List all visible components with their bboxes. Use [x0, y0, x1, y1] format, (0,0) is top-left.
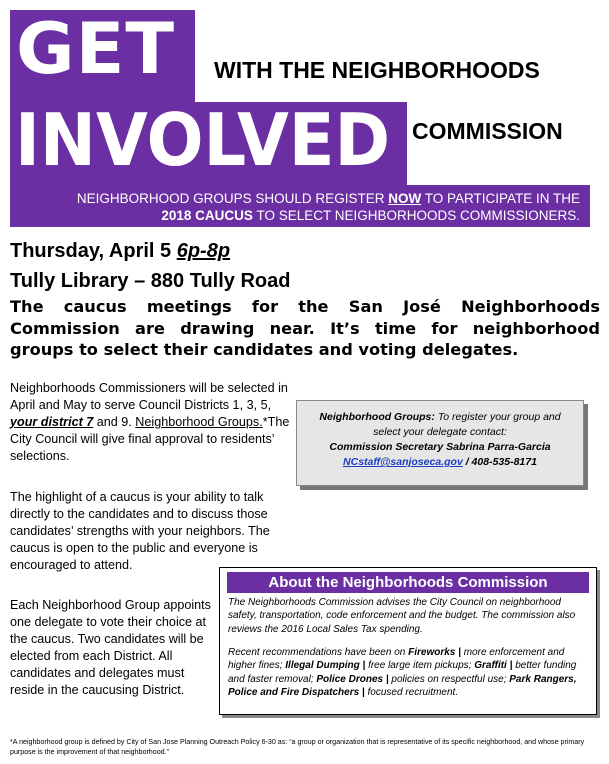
footnote: *A neighborhood group is defined by City of San Jose Planning Outreach Policy 6-30 as: “a group or organization that is representative of its specific neighborhood, and whose primary purpose is the improvement of that neighborhood.”	[10, 738, 585, 756]
body-paragraph-2: The highlight of a caucus is your ability to talk directly to the candidates and to discuss those candidates’ strengths with your neighbors. The caucus is open to the public and everyone is encouraged to attend.	[10, 490, 270, 572]
secretary-name: Commission Secretary Sabrina Parra-Garcia	[329, 441, 551, 453]
about-paragraph-2: Recent recommendations have been on Fireworks | more enforcement and higher fines; Illegal Dumping | free large item pickups; Graffiti | better funding and faster removal; Police Drones | policies on respectful use; Park Rangers, Police and Fire Dispatchers | focused recruitment.	[228, 647, 577, 699]
registration-contact-box: Neighborhood Groups: To register your group and select your delegate contact: Commission Secretary Sabrina Parra-Garcia NCstaff@sanjoseca.gov / 408-535-8171	[296, 400, 584, 486]
body-paragraph-3: Each Neighborhood Group appoints one delegate to vote their choice at the caucus. Two candidates will be elected from each District. All candidates and delegates must reside in the caucusing District.	[10, 598, 211, 697]
event-date: Thursday, April 5 6p-8p	[10, 240, 231, 262]
about-commission-box	[219, 567, 597, 715]
contact-email-link[interactable]: NCstaff@sanjoseca.gov	[343, 456, 463, 468]
event-location: Tully Library – 880 Tully Road	[10, 270, 291, 292]
body-paragraph-1: Neighborhoods Commissioners will be selected in April and May to serve Council Districts 1, 3, 5, your district 7 and 9. Neighborhood Groups.*The City Council will give final approval to residents’ selections.	[10, 381, 290, 463]
headline-commission: COMMISSION	[412, 118, 563, 144]
headline-involved: INVOLVED	[15, 98, 391, 182]
headline-get: GET	[16, 8, 176, 90]
about-title: About the Neighborhoods Commission	[227, 572, 589, 593]
about-paragraph-1: The Neighborhoods Commission advises the City Council on neighborhood safety, transportation, code enforcement and the budget. The commission also reviews the 2016 Local Sales Tax spending.	[228, 597, 576, 635]
event-time: 6p-8p	[176, 240, 231, 262]
headline-with: WITH THE NEIGHBORHOODS	[214, 57, 540, 83]
intro-paragraph: The caucus meetings for the San José Neighborhoods Commission are drawing near. It’s time for neighborhood groups to select their candidates and voting delegates.	[10, 297, 600, 359]
registration-banner: NEIGHBORHOOD GROUPS SHOULD REGISTER NOW TO PARTICIPATE IN THE 2018 CAUCUS TO SELECT NEIGHBORHOODS COMMISSIONERS.	[76, 191, 580, 223]
